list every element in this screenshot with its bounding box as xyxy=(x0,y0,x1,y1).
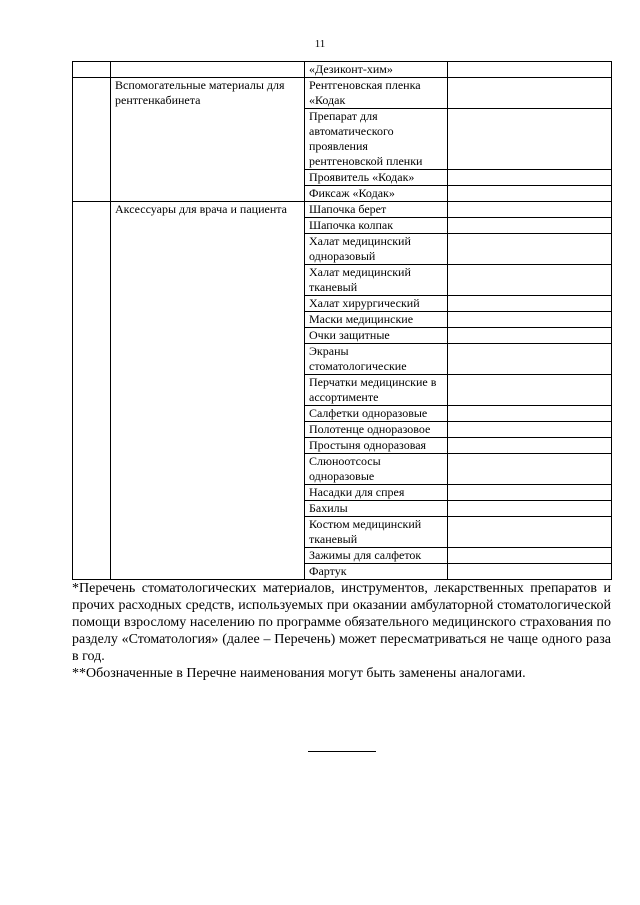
footnotes xyxy=(72,580,611,682)
item-cell: Рентгеновская пленка «Кодак xyxy=(305,78,448,109)
item-cell: Шапочка берет xyxy=(305,202,448,218)
item-cell: Салфетки одноразовые xyxy=(305,406,448,422)
materials-table xyxy=(72,61,612,580)
category-cell xyxy=(111,62,305,78)
item-cell: Насадки для спрея xyxy=(305,485,448,501)
number-cell xyxy=(73,62,111,78)
item-cell: Бахилы xyxy=(305,501,448,517)
item-cell: Фиксаж «Кодак» xyxy=(305,186,448,202)
item-cell: Простыня одноразовая xyxy=(305,438,448,454)
item-cell: Препарат для автоматического проявления рентгеновской пленки xyxy=(305,109,448,170)
item-cell: Зажимы для салфеток xyxy=(305,548,448,564)
note-cell xyxy=(448,202,612,218)
item-cell: Проявитель «Кодак» xyxy=(305,170,448,186)
item-cell: Экраны стоматологические xyxy=(305,344,448,375)
note-cell xyxy=(448,234,612,265)
note-cell xyxy=(448,344,612,375)
item-cell: Шапочка колпак xyxy=(305,218,448,234)
note-cell xyxy=(448,312,612,328)
note-cell xyxy=(448,438,612,454)
table-row xyxy=(73,62,612,78)
footnote-revision: *Перечень стоматологических материалов, инструментов, лекарственных препаратов и прочих расходных средств, используемых при оказании амбулаторной стоматологической помощи взрослому населению по программе обязательного медицинского страхования по разделу «Стоматология» (далее – Перечень) может пересматриваться не чаще одного раза в год. xyxy=(72,581,611,664)
end-divider xyxy=(308,751,376,752)
item-cell: Перчатки медицинские в ассортименте xyxy=(305,375,448,406)
note-cell xyxy=(448,109,612,170)
number-cell xyxy=(73,78,111,202)
note-cell xyxy=(448,296,612,312)
note-cell xyxy=(448,517,612,548)
note-cell xyxy=(448,218,612,234)
table-row xyxy=(73,78,612,109)
note-cell xyxy=(448,186,612,202)
note-cell xyxy=(448,548,612,564)
category-cell: Вспомогательные материалы для рентгенкабинета xyxy=(111,78,305,202)
note-cell xyxy=(448,78,612,109)
note-cell xyxy=(448,501,612,517)
item-cell: «Дезиконт-хим» xyxy=(305,62,448,78)
note-cell xyxy=(448,422,612,438)
page-number: 11 xyxy=(314,38,326,50)
number-cell xyxy=(73,202,111,580)
note-cell xyxy=(448,454,612,485)
note-cell xyxy=(448,62,612,78)
item-cell: Халат хирургический xyxy=(305,296,448,312)
item-cell: Халат медицинский одноразовый xyxy=(305,234,448,265)
item-cell: Полотенце одноразовое xyxy=(305,422,448,438)
item-cell: Маски медицинские xyxy=(305,312,448,328)
note-cell xyxy=(448,170,612,186)
table-row xyxy=(73,202,612,218)
note-cell xyxy=(448,564,612,580)
note-cell xyxy=(448,375,612,406)
item-cell: Костюм медицинский тканевый xyxy=(305,517,448,548)
note-cell xyxy=(448,265,612,296)
note-cell xyxy=(448,485,612,501)
category-cell: Аксессуары для врача и пациента xyxy=(111,202,305,580)
note-cell xyxy=(448,406,612,422)
footnote-analogues: **Обозначенные в Перечне наименования могут быть заменены аналогами. xyxy=(72,666,526,681)
item-cell: Слюноотсосы одноразовые xyxy=(305,454,448,485)
item-cell: Очки защитные xyxy=(305,328,448,344)
item-cell: Фартук xyxy=(305,564,448,580)
item-cell: Халат медицинский тканевый xyxy=(305,265,448,296)
note-cell xyxy=(448,328,612,344)
